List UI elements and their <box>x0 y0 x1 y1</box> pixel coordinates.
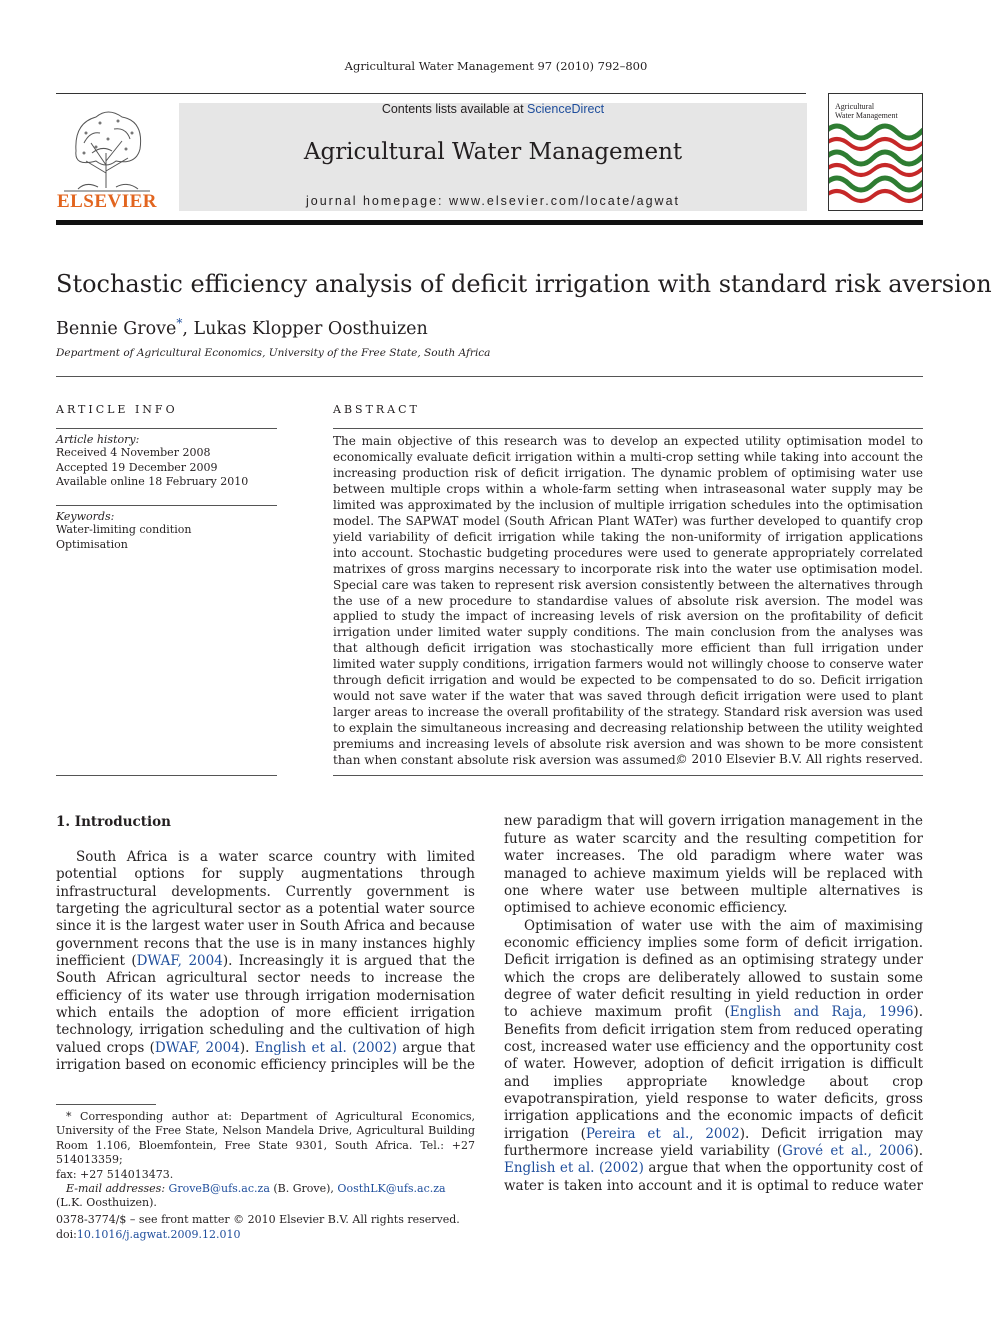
sciencedirect-link[interactable]: ScienceDirect <box>527 102 605 116</box>
text-run: Optimisation of water use with the aim of maximising economic efficiency implies some form of deficit irrigation. Deficit irrigation is defined as an optimising strategy under which the crops are deliberately allowed to sustain some degree of water deficit resulting in yield reduction in order to achieve maximum profit ( <box>504 917 923 1021</box>
cover-title-line-1: Agricultural <box>835 102 875 111</box>
footnote-emails <box>56 1182 475 1196</box>
ref-english-2002[interactable]: English et al. (2002) <box>504 1160 644 1177</box>
intro-paragraph-1-flow <box>504 814 923 918</box>
received-date: Received 4 November 2008 <box>56 446 211 459</box>
article-info-bottom-rule <box>56 775 277 776</box>
abstract-heading: ABSTRACT <box>333 403 420 416</box>
keywords-rule <box>56 505 277 506</box>
doi-link[interactable]: 10.1016/j.agwat.2009.12.010 <box>76 1228 241 1241</box>
intro-paragraph-1-continued <box>504 814 923 1196</box>
journal-cover <box>828 93 923 211</box>
author-1: Bennie Grove <box>56 318 177 339</box>
intro-paragraph-2 <box>504 918 923 1196</box>
ref-dwaf-2004[interactable]: DWAF, 2004 <box>136 953 223 970</box>
email-label: E-mail addresses: <box>66 1182 169 1196</box>
intro-paragraph-1 <box>56 849 475 1075</box>
abstract-text: The main objective of this research was to develop an expected utility optimisation model to economically evaluate deficit irrigation within a multi-crop setting while taking into account the increasing production risk of deficit irrigation. The dynamic problem of optimising water use between multiple crops within a whole-farm setting when intraseasonal water supply may be limited was approximated by the inclusion of multiple irrigation schedules into the optimisation model. The SAPWAT model (South African Plant WATer) was further developed to quantify crop yield variability of deficit irrigation while taking the non-uniformity of irrigation applications into account. Stochastic budgeting procedures were used to generate appropriately correlated matrixes of gross margins necessary to incorporate risk into the water use optimisation model. Special care was taken to represent risk aversion consistently between the alternatives through the use of a new procedure to standardise values of absolute risk aversion. The model was applied to study the impact of increasing levels of risk aversion on the profitability of deficit irrigation under limited water supply conditions. The main conclusion from the analyses was that although deficit irrigation was stochastically more efficient than full irrigation under limited water supply conditions, irrigation farmers would not willingly choose to conserve water through deficit irrigation and would be expected to be compensated to do so. Deficit irrigation would not save water if the water that was saved through deficit irrigation were used to plant larger areas to increase the overall profitability of the strategy. Standard risk aversion was used to explain the simultaneous increasing and decreasing relationship between the utility weighted premiums and increasing levels of absolute risk aversion and was shown to be more consistent than when constant absolute risk aversion was assumed. <box>333 434 923 768</box>
footnote-rule <box>56 1104 156 1105</box>
ref-grove-2006[interactable]: Grové et al., 2006 <box>782 1143 914 1159</box>
journal-homepage[interactable]: journal homepage: www.elsevier.com/locate/agwat <box>305 194 680 208</box>
author-list <box>56 316 428 339</box>
ref-english-raja-1996[interactable]: English and Raja, 1996 <box>729 1004 914 1021</box>
keywords-label: Keywords: <box>56 510 115 523</box>
front-matter <box>56 1212 460 1242</box>
ref-dwaf-2004[interactable]: DWAF, 2004 <box>154 1039 240 1056</box>
text-run: ). <box>913 1143 923 1159</box>
email-1-owner: (B. Grove), <box>269 1182 338 1196</box>
keywords <box>56 510 277 552</box>
cover-title <box>835 102 919 120</box>
body-column-left <box>56 849 475 1075</box>
body-column-right <box>504 814 923 1196</box>
text-run: ). Deficit irrigation may furthermore increase yield variability ( <box>504 1125 923 1159</box>
header-thick-rule <box>56 220 923 225</box>
affiliation: Department of Agricultural Economics, University of the Free State, South Africa <box>56 347 491 359</box>
footnote-address: * Corresponding author at: Department of Agricultural Economics, University of the Free State, Nelson Mandela Drive, Agricultural Building Room 1.106, Bloemfontein, Free State 9301, South Africa. Tel.: +27 514013359; <box>56 1110 475 1167</box>
introduction-heading: 1. Introduction <box>56 814 171 830</box>
email-2-owner: (L.K. Oosthuizen). <box>56 1196 157 1210</box>
email-link-oosthuizen[interactable]: OosthLK@ufs.ac.za <box>337 1182 446 1196</box>
doi-label: doi: <box>56 1228 77 1241</box>
journal-citation: Agricultural Water Management 97 (2010) 792–800 <box>344 59 648 73</box>
contents-line <box>179 102 807 116</box>
text-run: ). Benefits from deficit irrigation stem from reduced operating cost, increased water use efficiency and the opportunity cost of water. However, adoption of deficit irrigation is difficult and implies appropriate knowledge about crop evapotranspiration, yield response to water deficits, gross irrigation applications and the economic impacts of deficit irrigation ( <box>504 1004 923 1142</box>
online-date: Available online 18 February 2010 <box>56 475 249 488</box>
footnote-fax: fax: +27 514013473. <box>56 1167 174 1181</box>
title-bottom-rule <box>56 376 923 377</box>
accepted-date: Accepted 19 December 2009 <box>56 460 218 474</box>
abstract-bottom-rule <box>333 775 923 776</box>
issn-line: 0378-3774/$ – see front matter © 2010 Elsevier B.V. All rights reserved. <box>56 1213 460 1226</box>
ref-pereira-2002[interactable]: Pereira et al., 2002 <box>585 1125 740 1142</box>
contents-prefix: Contents lists available at <box>381 102 528 116</box>
keyword-1: Water-limiting condition <box>56 523 192 536</box>
cover-pattern <box>829 120 922 210</box>
ref-english-2002[interactable]: English et al. (2002) <box>254 1039 397 1056</box>
keyword-2: Optimisation <box>56 537 128 551</box>
text-run: South Africa is a water scarce country with limited potential options for supply augmentations through infrastructural developments. Currently government is targeting the agricultural sector as a potential water source since it is the largest water user in South Africa and because government recons that the use is in many instances highly inefficient ( <box>56 849 475 970</box>
text-run: argue that when the opportunity cost of water is taken into account and it is optimal to reduce water <box>504 1160 923 1194</box>
abstract-rule <box>333 428 923 429</box>
history-label: Article history: <box>56 433 140 446</box>
cover-title-line-2: Water Management <box>835 111 898 120</box>
author-separator: , <box>182 318 194 339</box>
header-top-rule <box>56 93 806 94</box>
elsevier-wordmark: ELSEVIER <box>56 191 158 212</box>
author-2: Lukas Klopper Oosthuizen <box>193 318 428 339</box>
text-run: argue that irrigation based on economic efficiency principles will be the <box>56 1039 475 1074</box>
corresponding-author-mark[interactable]: * <box>176 316 183 330</box>
text-run: ). Increasingly it is argued that the South African agricultural sector needs to increase the efficiency of its water use through irrigation modernisation which entails the adoption of more efficient irrigation technology, irrigation scheduling and the cultivation of high valued crops ( <box>56 953 475 1056</box>
article-history <box>56 433 277 490</box>
doi-line <box>56 1227 460 1242</box>
journal-title: Agricultural Water Management <box>303 139 683 165</box>
email-link-grove[interactable]: GroveB@ufs.ac.za <box>168 1182 270 1196</box>
article-info-heading: ARTICLE INFO <box>56 403 178 416</box>
abstract-copyright: © 2010 Elsevier B.V. All rights reserved. <box>675 752 923 766</box>
article-title: Stochastic efficiency analysis of deficit irrigation with standard risk aversion <box>56 270 992 298</box>
article-info-rule <box>56 428 277 429</box>
text-run: ). <box>239 1039 255 1056</box>
corresponding-author-footnote <box>56 1110 475 1211</box>
text-run: new paradigm that will govern irrigation management in the future as water scarcity and the resulting competition for water increases. The old paradigm where water was managed to achieve maximum yields will be replaced with one where water use between multiple alternatives is optimised to achieve economic efficiency. <box>504 814 923 917</box>
